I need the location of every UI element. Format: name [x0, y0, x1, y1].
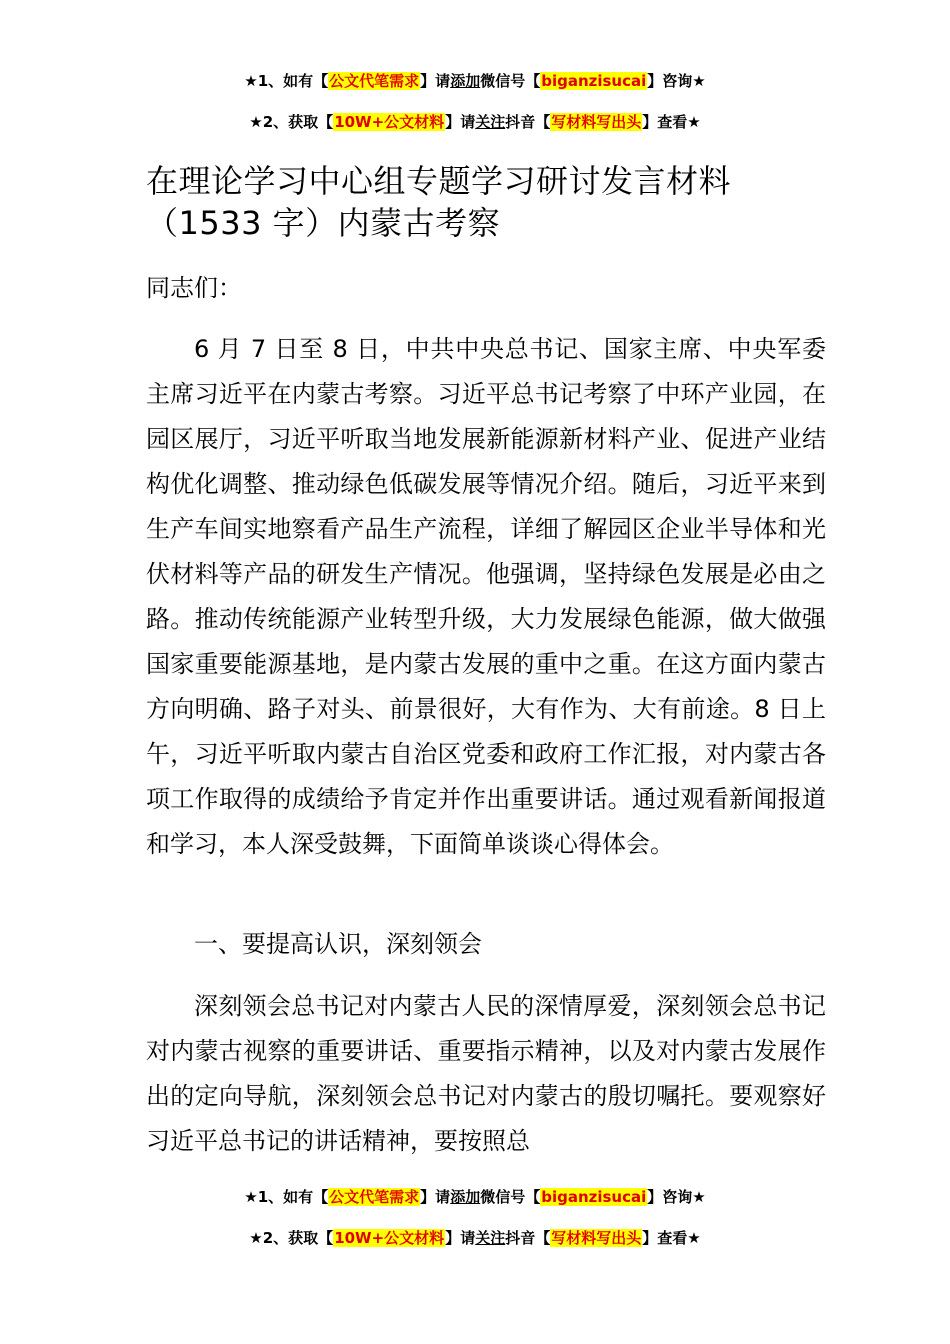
promo-highlight: 10W+公文材料 — [334, 1229, 445, 1247]
footer-promo-line-1 — [0, 1186, 950, 1208]
promo-highlight: 公文代笔需求 — [329, 1188, 420, 1206]
promo-text: ★1、如有【 — [244, 72, 329, 90]
promo-text: 】请 — [420, 72, 451, 90]
promo-highlight: 10W+公文材料 — [334, 113, 445, 131]
title-line-1: 在理论学习中心组专题学习研讨发言材料 — [146, 162, 732, 200]
header-promo-line-1 — [0, 70, 950, 92]
document-title — [146, 160, 846, 244]
promo-text: 】请 — [420, 1188, 451, 1206]
promo-text: 】咨询★ — [647, 1188, 706, 1206]
promo-underlined: 关注 — [475, 113, 506, 131]
promo-text: 微信号【 — [480, 72, 541, 90]
title-line-2: （1533 字）内蒙古考察 — [146, 204, 501, 242]
footer-promo-line-2 — [0, 1227, 950, 1249]
promo-highlight: biganzisucai — [541, 72, 647, 90]
greeting: 同志们： — [146, 274, 242, 302]
promo-text: 】查看★ — [642, 1229, 701, 1247]
promo-highlight: 写材料写出头 — [551, 113, 642, 131]
promo-underlined: 添加 — [450, 1188, 481, 1206]
promo-underlined: 关注 — [475, 1229, 506, 1247]
promo-highlight: 公文代笔需求 — [329, 72, 420, 90]
promo-text: 抖音【 — [505, 1229, 551, 1247]
promo-text: 】咨询★ — [647, 72, 706, 90]
promo-text: 微信号【 — [480, 1188, 541, 1206]
promo-text: ★2、获取【 — [249, 113, 334, 131]
promo-highlight: biganzisucai — [541, 1188, 647, 1206]
promo-text: ★1、如有【 — [244, 1188, 329, 1206]
promo-text: 】请 — [445, 1229, 476, 1247]
promo-text: 】查看★ — [642, 113, 701, 131]
header-promo-line-2 — [0, 111, 950, 133]
promo-text: ★2、获取【 — [249, 1229, 334, 1247]
promo-underlined: 添加 — [450, 72, 481, 90]
promo-text: 】请 — [445, 113, 476, 131]
promo-text: 抖音【 — [505, 113, 551, 131]
promo-highlight: 写材料写出头 — [551, 1229, 642, 1247]
paragraph-1: 6 月 7 日至 8 日，中共中央总书记、国家主席、中央军委主席习近平在内蒙古考察。习近平总书记考察了中环产业园，在园区展厅，习近平听取当地发展新能源新材料产业、促进产业结构优化调整、推动绿色低碳发展等情况介绍。随后，习近平来到生产车间实地察看产品生产流程，详细了解园区企业半导体和光伏材料等产品的研发生产情况。他强调，坚持绿色发展是必由之路。推动传统能源产业转型升级，大力发展绿色能源，做大做强国家重要能源基地，是内蒙古发展的重中之重。在这方面内蒙古方向明确、路子对头、前景很好，大有作为、大有前途。8 日上午，习近平听取内蒙古自治区党委和政府工作汇报，对内蒙古各项工作取得的成绩给予肯定并作出重要讲话。通过观看新闻报道和学习，本人深受鼓舞，下面简单谈谈心得体会。 — [146, 335, 826, 858]
section-heading-1: 一、要提高认识，深刻领会 — [194, 930, 482, 958]
paragraph-2: 深刻领会总书记对内蒙古人民的深情厚爱，深刻领会总书记对内蒙古视察的重要讲话、重要指示精神，以及对内蒙古发展作出的定向导航，深刻领会总书记对内蒙古的殷切嘱托。要观察好习近平总书记的讲话精神，要按照总 — [146, 992, 826, 1155]
